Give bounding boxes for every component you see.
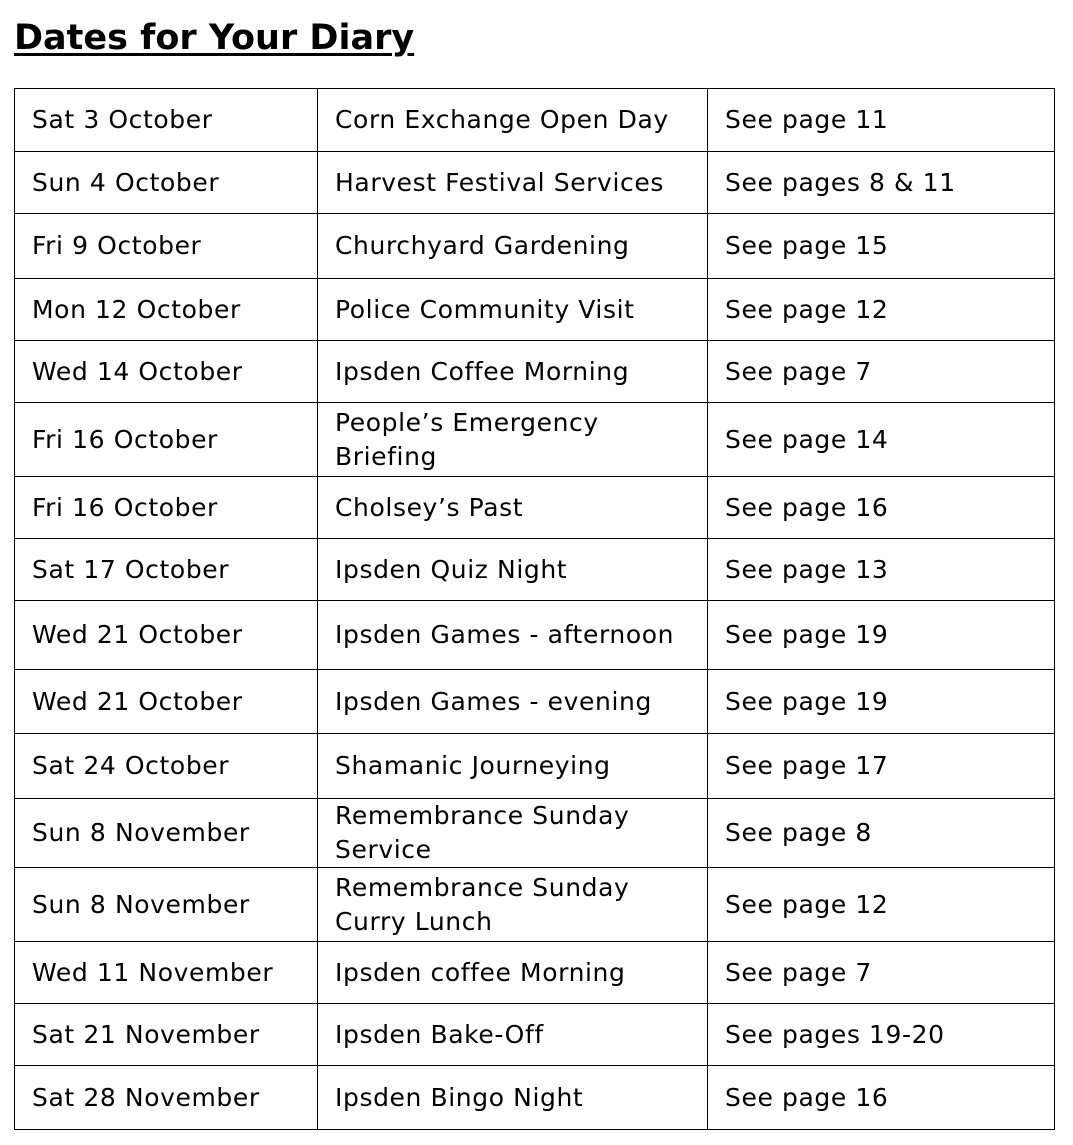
event-cell: Corn Exchange Open Day (318, 89, 708, 152)
table-row (15, 89, 1055, 152)
date-cell: Sat 17 October (15, 539, 318, 601)
event-cell: Police Community Visit (318, 279, 708, 341)
page-ref-cell: See page 12 (708, 868, 1055, 942)
table-row (15, 942, 1055, 1004)
table-row (15, 799, 1055, 868)
page-title: Dates for Your Diary (14, 18, 415, 58)
date-cell: Sat 21 November (15, 1004, 318, 1066)
table-row (15, 214, 1055, 279)
table-row (15, 341, 1055, 403)
table-row (15, 670, 1055, 734)
table-row (15, 477, 1055, 539)
diary-table-body (15, 89, 1055, 1130)
page-ref-cell: See page 11 (708, 89, 1055, 152)
table-row (15, 868, 1055, 942)
event-cell: Ipsden Games - evening (318, 670, 708, 734)
page-ref-cell: See page 7 (708, 942, 1055, 1004)
date-cell: Sat 28 November (15, 1066, 318, 1130)
table-row (15, 152, 1055, 214)
event-cell: Remembrance Sunday Service (318, 799, 708, 868)
page-ref-cell: See page 14 (708, 403, 1055, 477)
page-ref-cell: See page 7 (708, 341, 1055, 403)
table-row (15, 403, 1055, 477)
page-ref-cell: See page 17 (708, 734, 1055, 799)
page-ref-cell: See page 15 (708, 214, 1055, 279)
date-cell: Fri 16 October (15, 477, 318, 539)
event-cell: Ipsden Quiz Night (318, 539, 708, 601)
page-ref-cell: See page 19 (708, 601, 1055, 670)
date-cell: Wed 21 October (15, 601, 318, 670)
date-cell: Sun 8 November (15, 799, 318, 868)
date-cell: Wed 11 November (15, 942, 318, 1004)
page-ref-cell: See page 12 (708, 279, 1055, 341)
table-row (15, 539, 1055, 601)
date-cell: Fri 16 October (15, 403, 318, 477)
page-ref-cell: See page 16 (708, 477, 1055, 539)
date-cell: Wed 21 October (15, 670, 318, 734)
event-cell: Remembrance Sunday Curry Lunch (318, 868, 708, 942)
event-cell: Ipsden Games - afternoon (318, 601, 708, 670)
page-ref-cell: See page 16 (708, 1066, 1055, 1130)
event-cell: Ipsden Coffee Morning (318, 341, 708, 403)
event-cell: Cholsey’s Past (318, 477, 708, 539)
event-cell: Shamanic Journeying (318, 734, 708, 799)
date-cell: Sun 8 November (15, 868, 318, 942)
date-cell: Wed 14 October (15, 341, 318, 403)
table-row (15, 601, 1055, 670)
table-row (15, 734, 1055, 799)
event-cell: Ipsden Bake-Off (318, 1004, 708, 1066)
page-ref-cell: See page 8 (708, 799, 1055, 868)
table-row (15, 279, 1055, 341)
date-cell: Fri 9 October (15, 214, 318, 279)
date-cell: Sun 4 October (15, 152, 318, 214)
event-cell: Ipsden coffee Morning (318, 942, 708, 1004)
table-row (15, 1066, 1055, 1130)
event-cell: People’s Emergency Briefing (318, 403, 708, 477)
event-cell: Harvest Festival Services (318, 152, 708, 214)
page-ref-cell: See pages 19-20 (708, 1004, 1055, 1066)
event-cell: Churchyard Gardening (318, 214, 708, 279)
date-cell: Sat 24 October (15, 734, 318, 799)
event-cell: Ipsden Bingo Night (318, 1066, 708, 1130)
page-ref-cell: See page 19 (708, 670, 1055, 734)
date-cell: Mon 12 October (15, 279, 318, 341)
page-ref-cell: See page 13 (708, 539, 1055, 601)
table-row (15, 1004, 1055, 1066)
date-cell: Sat 3 October (15, 89, 318, 152)
page-ref-cell: See pages 8 & 11 (708, 152, 1055, 214)
diary-table (14, 88, 1055, 1130)
